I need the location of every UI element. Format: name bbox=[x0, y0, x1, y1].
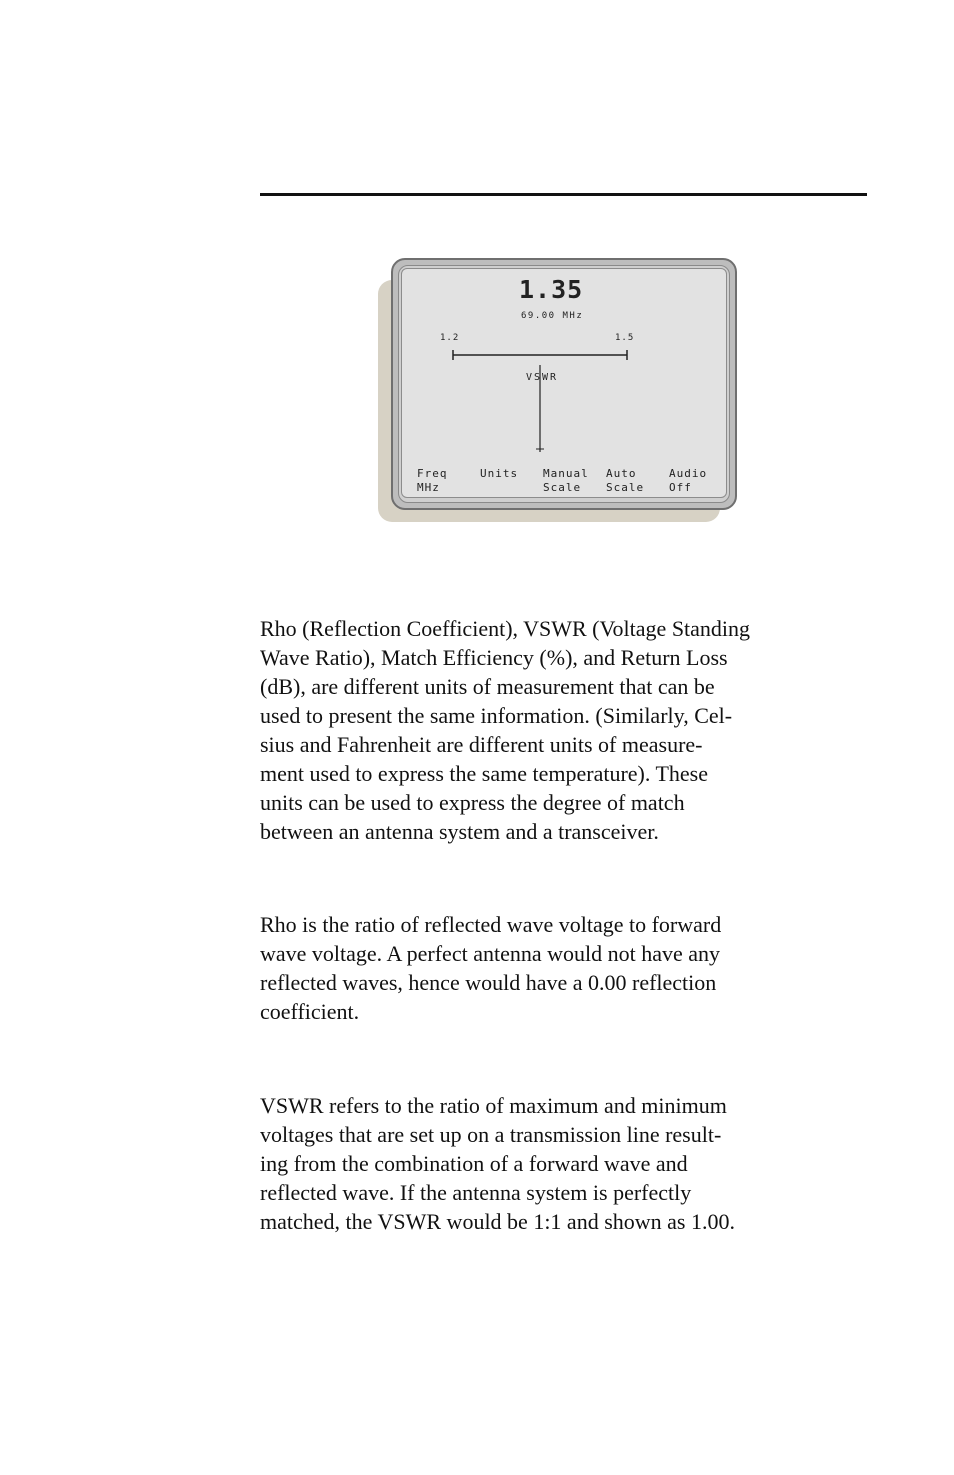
header-rule bbox=[260, 193, 867, 196]
text-line: Wave Ratio), Match Efficiency (%), and Return Loss bbox=[260, 645, 728, 670]
paragraph-rho bbox=[260, 910, 880, 1026]
text-line: Rho (Reflection Coefficient), VSWR (Voltage Standing bbox=[260, 616, 751, 641]
frequency-readout: 69.00 MHz bbox=[521, 311, 584, 321]
text-line: matched, the VSWR would be 1:1 and shown as 1.00. bbox=[260, 1209, 735, 1234]
softkey-label: Units bbox=[480, 467, 519, 480]
softkey-units[interactable] bbox=[480, 467, 518, 481]
text-line: coefficient. bbox=[260, 999, 360, 1024]
softkey-label: Scale bbox=[606, 481, 645, 494]
text-line: (dB), are different units of measurement that can be bbox=[260, 674, 715, 699]
text-line: VSWR refers to the ratio of maximum and minimum bbox=[260, 1093, 727, 1118]
text-line: reflected waves, hence would have a 0.00 reflection bbox=[260, 970, 717, 995]
softkey-freq[interactable] bbox=[417, 467, 448, 495]
softkey-label: Off bbox=[669, 481, 692, 494]
text-line: ing from the combination of a forward wave and bbox=[260, 1151, 688, 1176]
softkey-label: Manual bbox=[543, 467, 589, 480]
text-line: sius and Fahrenheit are different units of measure- bbox=[260, 732, 703, 757]
text-line: wave voltage. A perfect antenna would not have any bbox=[260, 941, 721, 966]
units-label: VSWR bbox=[526, 372, 559, 383]
softkey-label: Audio bbox=[669, 467, 708, 480]
text-line: units can be used to express the degree of match bbox=[260, 790, 685, 815]
text-line: voltages that are set up on a transmission line result- bbox=[260, 1122, 722, 1147]
lcd-screen bbox=[401, 268, 727, 498]
softkey-label: Freq bbox=[417, 467, 448, 480]
text-line: Rho is the ratio of reflected wave voltage to forward bbox=[260, 912, 722, 937]
paragraph-units-overview bbox=[260, 614, 880, 846]
softkey-row bbox=[417, 467, 722, 497]
text-line: reflected wave. If the antenna system is perfectly bbox=[260, 1180, 692, 1205]
analyzer-screen-figure bbox=[376, 256, 742, 526]
scale-max-label: 1.5 bbox=[615, 333, 635, 343]
meter-graphic bbox=[402, 269, 728, 499]
text-line: between an antenna system and a transceiver. bbox=[260, 819, 659, 844]
paragraph-vswr bbox=[260, 1091, 880, 1236]
softkey-label: MHz bbox=[417, 481, 440, 494]
softkey-manual-scale[interactable] bbox=[543, 467, 589, 495]
text-line: ment used to express the same temperature). These bbox=[260, 761, 708, 786]
softkey-label: Auto bbox=[606, 467, 637, 480]
vswr-reading: 1.35 bbox=[519, 275, 584, 304]
scale-min-label: 1.2 bbox=[440, 333, 460, 343]
softkey-audio[interactable] bbox=[669, 467, 707, 495]
text-line: used to present the same information. (Similarly, Cel- bbox=[260, 703, 733, 728]
softkey-auto-scale[interactable] bbox=[606, 467, 644, 495]
softkey-label: Scale bbox=[543, 481, 582, 494]
